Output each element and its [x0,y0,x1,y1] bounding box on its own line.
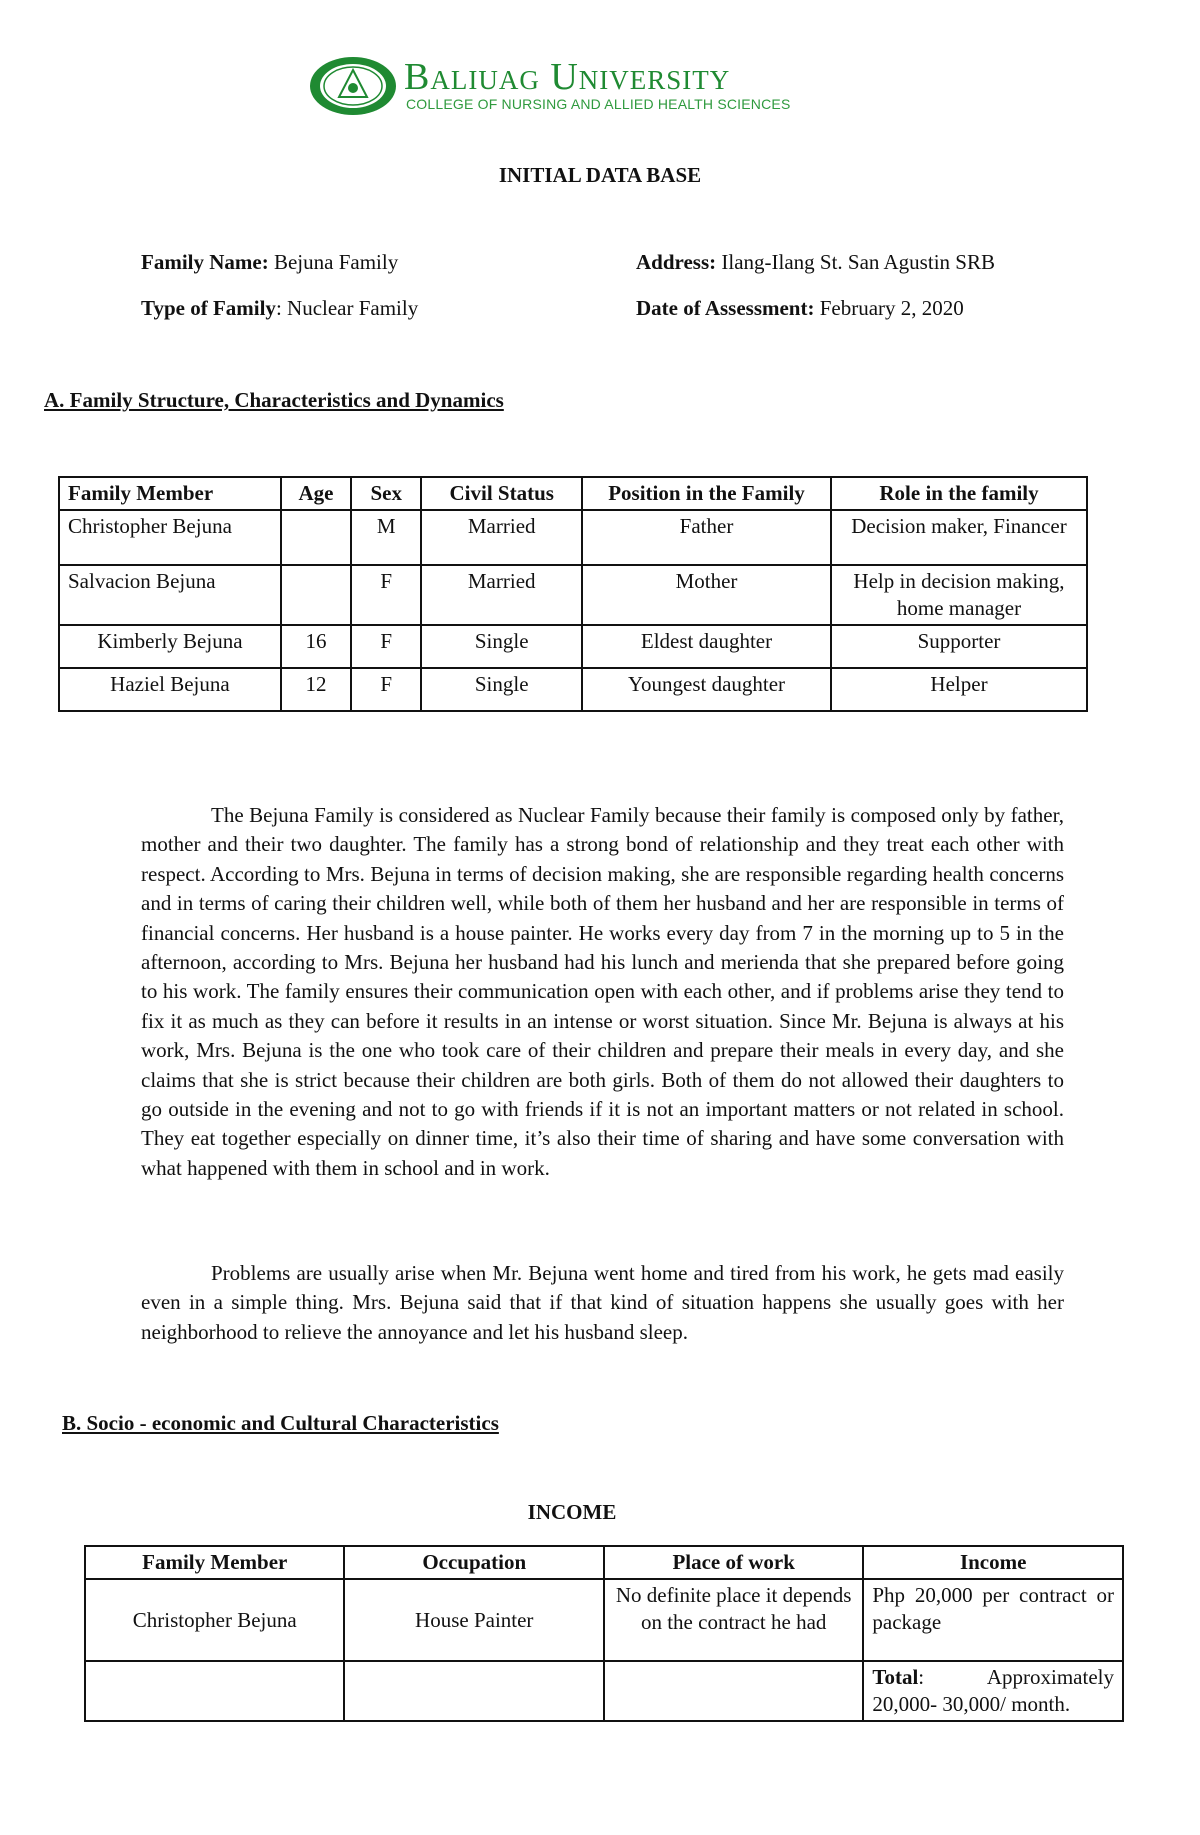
col-family-member: Family Member [85,1546,344,1579]
cell-position: Father [582,510,831,565]
section-a-heading: A. Family Structure, Characteristics and Dynamics [44,388,504,412]
cell-member: Salvacion Bejuna [59,565,281,625]
family-name-line [141,250,398,275]
col-family-member: Family Member [59,477,281,510]
cell-role: Help in decision making, home manager [831,565,1087,625]
cell-role: Supporter [831,625,1087,668]
cell-empty [85,1661,344,1721]
table-row [59,668,1087,711]
total-value: : Approximately 20,000- 30,000/ month. [872,1665,1114,1716]
address-value: Ilang-Ilang St. San Agustin SRB [721,250,995,274]
cell-member: Kimberly Bejuna [59,625,281,668]
cell-civil-status: Married [421,510,582,565]
col-civil-status: Civil Status [421,477,582,510]
problems-paragraph: Problems are usually arise when Mr. Bejuna went home and tired from his work, he gets mad easily even in a simple thing. Mrs. Bejuna said that if that kind of situation happens she usually goes with her neighborhood to relieve the annoyance and let his husband sleep. [141,1261,1064,1344]
cell-empty [604,1661,863,1721]
col-position: Position in the Family [582,477,831,510]
col-role: Role in the family [831,477,1087,510]
document-title: INITIAL DATA BASE [498,163,702,187]
cell-civil-status: Married [421,565,582,625]
table-row [85,1579,1123,1661]
table-row [59,510,1087,565]
cell-sex: F [351,565,421,625]
section-b-heading: B. Socio - economic and Cultural Characteristics [62,1411,499,1435]
cell-age [281,510,351,565]
university-seal-icon [308,55,398,117]
table-row [59,625,1087,668]
col-occupation: Occupation [344,1546,604,1579]
cell-empty [344,1661,604,1721]
college-name: COLLEGE OF NURSING AND ALLIED HEALTH SCIENCES [406,96,791,112]
cell-age: 12 [281,668,351,711]
cell-civil-status: Single [421,668,582,711]
cell-total [863,1661,1123,1721]
cell-member: Christopher Bejuna [85,1579,344,1661]
assessment-date-label: Date of Assessment: [636,296,815,320]
cell-sex: F [351,625,421,668]
cell-sex: M [351,510,421,565]
family-name-label: Family Name: [141,250,269,274]
cell-place-of-work: No definite place it depends on the contract he had [604,1579,863,1661]
total-label: Total [872,1665,919,1689]
cell-position: Mother [582,565,831,625]
university-name: Baliuag University [404,56,731,98]
col-place-of-work: Place of work [604,1546,863,1579]
cell-role: Helper [831,668,1087,711]
cell-member: Christopher Bejuna [59,510,281,565]
income-table [84,1545,1124,1722]
table-row [85,1661,1123,1721]
letterhead [308,55,868,125]
cell-age [281,565,351,625]
address-line [636,250,995,275]
cell-position: Youngest daughter [582,668,831,711]
family-name-value: Bejuna Family [273,250,399,274]
table-row [59,565,1087,625]
cell-member: Haziel Bejuna [59,668,281,711]
family-type-value: : Nuclear Family [275,296,419,320]
cell-occupation: House Painter [344,1579,604,1661]
table-header-row [59,477,1087,510]
cell-position: Eldest daughter [582,625,831,668]
assessment-date-value: February 2, 2020 [819,296,964,320]
family-type-label: Type of Family [141,296,276,320]
family-structure-table [58,476,1088,712]
col-age: Age [281,477,351,510]
income-title: INCOME [527,1500,617,1524]
family-description-paragraph: The Bejuna Family is considered as Nuclear Family because their family is composed only by father, mother and their two daughter. The family has a strong bond of relationship and they treat each other with respect. According to Mrs. Bejuna in terms of decision making, she are responsible regarding health concerns and in terms of caring their children well, while both of them her husband and her are responsible in terms of financial concerns. Her husband is a house painter. He works every day from 7 in the morning up to 5 in the afternoon, according to Mrs. Bejuna her husband had his lunch and merienda that she prepared before going to his work. The family ensures their communication open with each other, and if problems arise they tend to fix it as much as they can before it results in an intense or worst situation. Since Mr. Bejuna is always at his work, Mrs. Bejuna is the one who took care of their children and prepare their meals in every day, and she claims that she is strict because their children are both girls. Both of them do not allowed their daughters to go outside in the evening and not to go with friends if it is not an important matters or not related in school. They eat together especially on dinner time, it’s also their time of sharing and have some conversation with what happened with them in school and in work. [141,803,1064,1180]
cell-age: 16 [281,625,351,668]
cell-role: Decision maker, Financer [831,510,1087,565]
table-header-row [85,1546,1123,1579]
cell-sex: F [351,668,421,711]
address-label: Address: [636,250,717,274]
assessment-date-line [636,296,964,321]
cell-civil-status: Single [421,625,582,668]
family-type-line [141,296,418,321]
col-income: Income [863,1546,1123,1579]
cell-income: Php 20,000 per contract or package [863,1579,1123,1661]
col-sex: Sex [351,477,421,510]
